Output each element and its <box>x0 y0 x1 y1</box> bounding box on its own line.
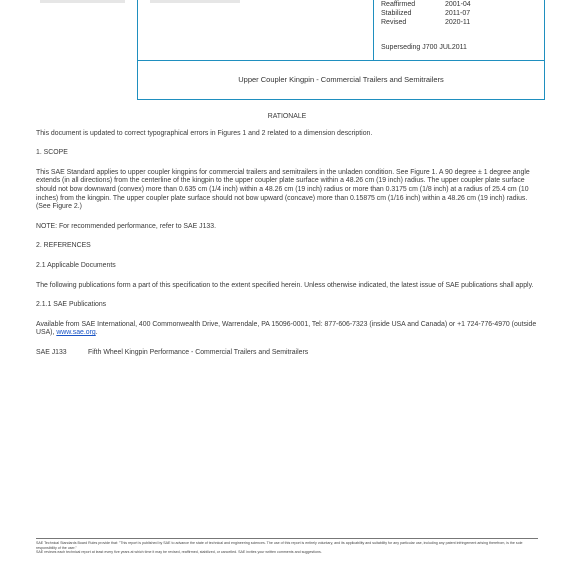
date-row <box>381 18 471 27</box>
date-value: 2001-04 <box>445 1 471 8</box>
header-vertical-divider <box>373 0 374 60</box>
date-row <box>381 9 471 18</box>
reference-title: Fifth Wheel Kingpin Performance - Commercial Trailers and Semitrailers <box>88 348 309 356</box>
reference-code: SAE J133 <box>36 348 67 356</box>
references-heading: 2. REFERENCES <box>36 242 91 250</box>
note-text: NOTE: For recommended performance, refer to SAE J133. <box>36 222 216 230</box>
footer-line: SAE Technical Standards Board Rules provide that: "This report is published by SAE to advance the state of technical and engineering sciences. The use of this report is entirely voluntary, and its applicability and suitability for any particular use, including any patent infringement arising therefrom, is the sole responsibility of the user." <box>36 541 523 550</box>
date-label: Reaffirmed <box>381 1 416 8</box>
sae-website-link[interactable]: www.sae.org <box>56 329 96 337</box>
sae-publications-heading: 2.1.1 SAE Publications <box>36 301 107 309</box>
footer-line: SAE reviews each technical report at least every five years at which time it may be revised, reaffirmed, stabilized, or cancelled. SAE invites your written comments and suggestions. <box>36 550 322 555</box>
date-table <box>381 0 471 27</box>
rationale-text: This document is updated to correct typographical errors in Figures 1 and 2 related to a dimension description. <box>36 129 373 137</box>
date-label: Stabilized <box>381 10 412 17</box>
header-horizontal-divider <box>138 60 544 61</box>
rationale-heading: RATIONALE <box>267 113 307 120</box>
applicable-documents-heading: 2.1 Applicable Documents <box>36 261 116 269</box>
header-box <box>137 0 545 100</box>
scope-text: This SAE Standard applies to upper coupler kingpins for commercial trailers and semitrailers in the unladen condition. See Figure 1. A 90 degree ± 1 degree angle extends (in all directions) from the centerline of the kingpin to the upper coupler plate surface within a 48.26 cm (19 inch) radius. The upper coupler plate surface should not bow downward (convex) more than 0.635 cm (1/4 inch) within a 48.26 cm (19 inch) radius or more than 0.3175 cm (1/8 inch) at a radius of 25.4 cm (10 inches) from the kingpin. The upper coupler plate surface should not bow upward (concave) more than 0.15875 cm (1/16 inch) within a 48.26 cm (19 inch) radius. (See Figure 2.) <box>36 168 530 211</box>
availability-text: Available from SAE International, 400 Commonwealth Drive, Warrendale, PA 15096-0001, Tel: 877-606-7323 (inside USA and Canada) or +1 724-776-4970 (outside USA), www.sae.org. <box>36 320 537 337</box>
document-title: Upper Coupler Kingpin - Commercial Trailers and Semitrailers <box>238 75 444 84</box>
date-row <box>381 0 471 9</box>
date-value: 2020-11 <box>445 19 471 26</box>
header-logo-fragment <box>40 0 125 3</box>
date-label: Revised <box>381 19 407 26</box>
scope-heading: 1. SCOPE <box>36 149 68 157</box>
document-body <box>36 113 538 358</box>
applicable-documents-text: The following publications form a part of this specification to the extent specified herein. Unless otherwise indicated, the latest issue of SAE publications shall apply. <box>36 281 534 289</box>
footer-legal <box>36 538 538 555</box>
availability-body: Available from SAE International, 400 Commonwealth Drive, Warrendale, PA 15096-0001, Tel: 877-606-7323 (inside USA and Canada) or +1 724-776-4970 (outside USA), <box>36 320 537 337</box>
reference-entry <box>36 349 538 358</box>
superseding-note: Superseding J700 JUL2011 <box>381 44 467 51</box>
date-value: 2011-07 <box>445 10 471 17</box>
